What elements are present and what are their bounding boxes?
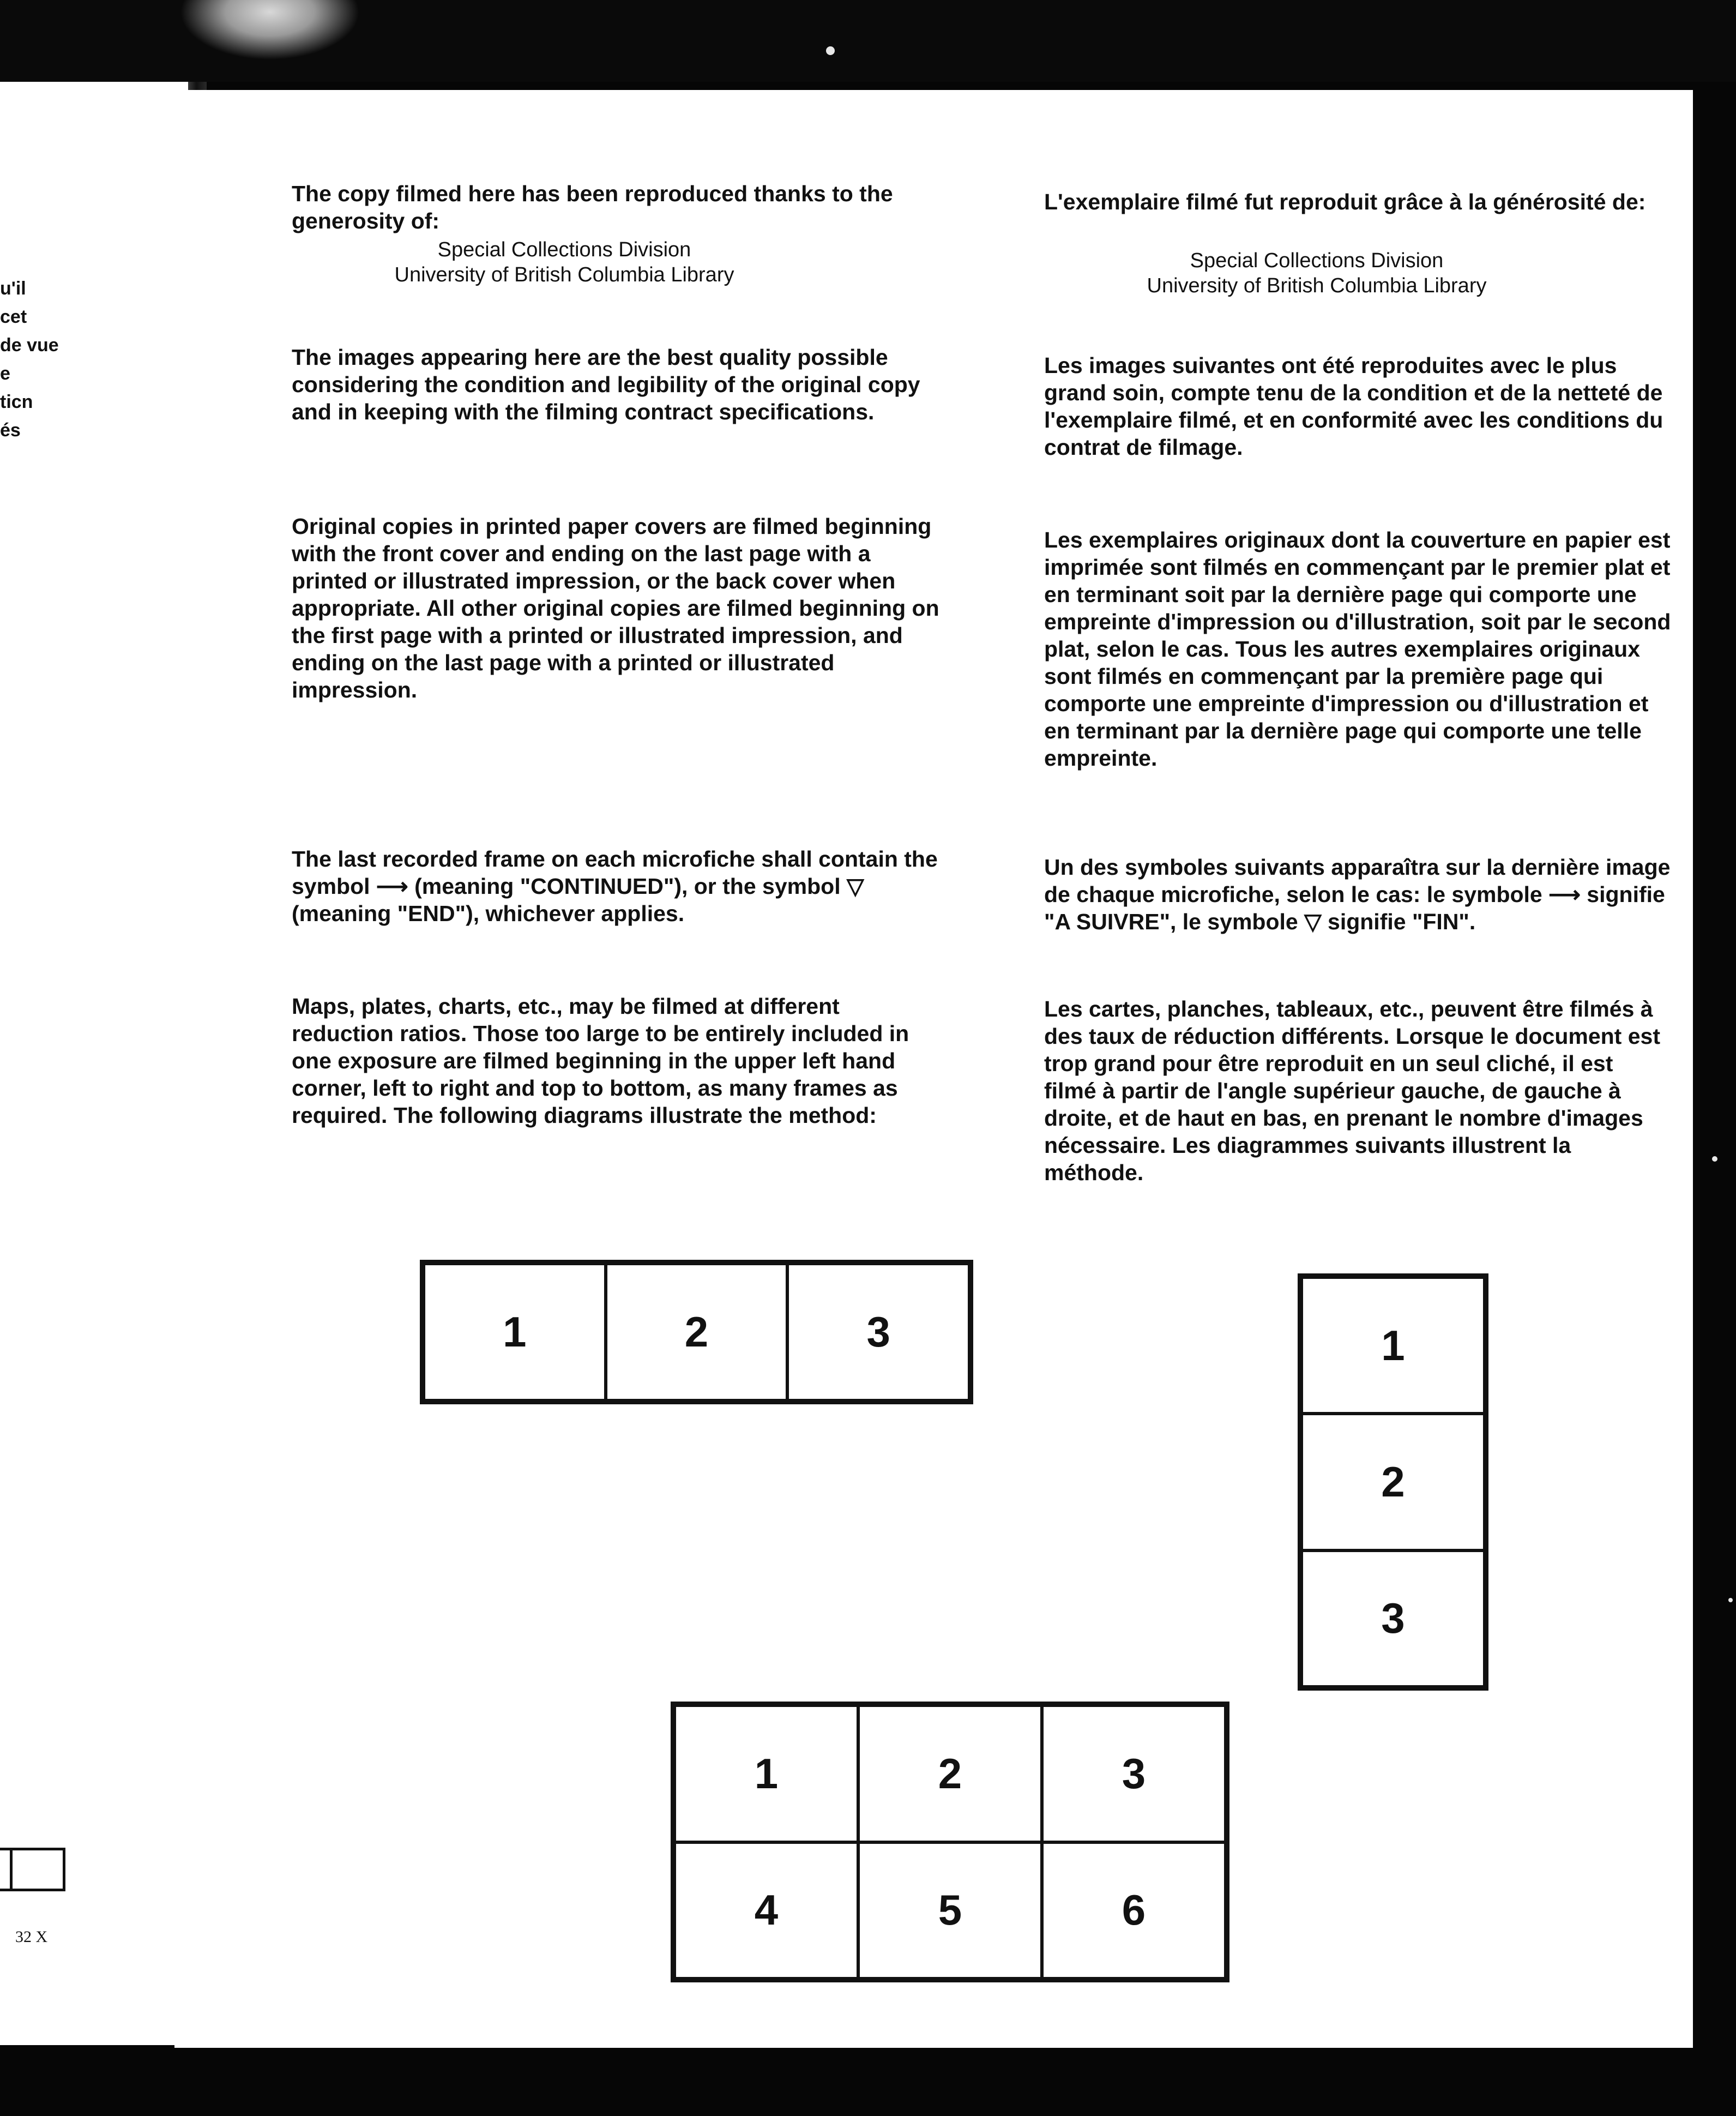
frame-cell: 3: [1301, 1550, 1485, 1687]
dust-speck: [826, 46, 835, 55]
scan-artifact: [180, 0, 360, 60]
left-page-fragment: e: [0, 363, 10, 384]
frame-cell: 2: [606, 1264, 788, 1400]
frame-cell: 1: [674, 1705, 858, 1842]
english-symbols: [292, 845, 946, 927]
french-symbols: [1044, 853, 1671, 935]
left-page-fragment: ticn: [0, 392, 33, 412]
acknowledgement-text: L'exemplaire filmé fut reproduit grâce à la générosité de:: [1044, 189, 1646, 214]
frame-cell: 4: [674, 1842, 858, 1979]
french-institution: [1044, 248, 1589, 298]
english-quality: [292, 344, 946, 425]
frame-cell: 6: [1042, 1842, 1226, 1979]
dust-speck: [1712, 1156, 1717, 1162]
french-original-copies: [1044, 526, 1671, 772]
reduction-ratio: 32 X: [15, 1928, 48, 1946]
frame-cell: 3: [787, 1264, 969, 1400]
symbols-text: Un des symboles suivants apparaîtra sur la dernière image de chaque microfiche, selon le cas: le symbole ⟶ signifie "A SUIVRE", le symbole ▽ signifie "FIN".: [1044, 855, 1671, 934]
original-copies-text: Les exemplaires originaux dont la couverture en papier est imprimée sont filmés en commençant par le premier plat et en terminant soit par la dernière page qui comporte une empreinte d'impression ou d'illustration, soit par le second plat, selon le cas. Tous les autres exemplaires originaux sont filmés en commençant par la première page qui comporte une empreinte d'impression ou d'illustration et en terminant par la dernière page qui comporte une telle empreinte.: [1044, 527, 1671, 771]
left-page-fragment: de vue: [0, 335, 59, 356]
left-page-fragment: u'il: [0, 278, 26, 299]
english-institution: [292, 237, 837, 287]
quality-text: The images appearing here are the best quality possible considering the condition and legibility of the original copy and in keeping with the filming contract specifications.: [292, 345, 920, 424]
horizontal-frame-diagram: [420, 1260, 973, 1404]
frame-cell: 2: [1301, 1414, 1485, 1550]
vertical-frame-diagram: [1298, 1273, 1488, 1691]
french-maps: [1044, 995, 1671, 1186]
frame-cell: 5: [858, 1842, 1042, 1979]
frame-cell: 1: [424, 1264, 606, 1400]
frame-cell: 2: [858, 1705, 1042, 1842]
maps-text: Les cartes, planches, tableaux, etc., peuvent être filmés à des taux de réduction différents. Lorsque le document est trop grand pour être reproduit en un seul cliché, il est filmé à partir de l'angle supérieur gauche, de gauche à droite, et de haut en bas, en prenant le nombre d'images nécessaire. Les diagrammes suivants illustrent la méthode.: [1044, 996, 1660, 1185]
english-maps: [292, 993, 946, 1129]
institution-line: Special Collections Division: [437, 238, 691, 261]
left-page-diagram: [0, 1848, 65, 1891]
adjacent-page: [0, 82, 188, 2045]
english-original-copies: [292, 513, 946, 704]
left-page-fragment: cet: [0, 306, 27, 327]
institution-line: University of British Columbia Library: [1147, 274, 1487, 297]
symbols-text: The last recorded frame on each microfiche shall contain the symbol ⟶ (meaning "CONTINUED"), or the symbol ▽ (meaning "END"), whichever applies.: [292, 846, 938, 926]
french-acknowledgement: [1044, 188, 1671, 215]
frame-cell: 3: [1042, 1705, 1226, 1842]
original-copies-text: Original copies in printed paper covers are filmed beginning with the front cover and ending on the last page with a printed or illustrated impression, or the back cover when appropriate. All other original copies are filmed beginning on the first page with a printed or illustrated impression, and ending on the last page with a printed or illustrated impression.: [292, 514, 939, 702]
left-page-fragment: és: [0, 420, 21, 441]
target-page: [174, 90, 1693, 2048]
frame-cell: 1: [1301, 1277, 1485, 1414]
institution-line: Special Collections Division: [1190, 249, 1444, 272]
quality-text: Les images suivantes ont été reproduites avec le plus grand soin, compte tenu de la condition et de la netteté de l'exemplaire filmé, et en conformité avec les conditions du contrat de filmage.: [1044, 353, 1663, 460]
acknowledgement-text: The copy filmed here has been reproduced thanks to the generosity of:: [292, 181, 893, 233]
maps-text: Maps, plates, charts, etc., may be filmed at different reduction ratios. Those too large to be entirely included in one exposure are filmed beginning in the upper left hand corner, left to right and top to bottom, as many frames as required. The following diagrams illustrate the method:: [292, 994, 909, 1128]
dust-speck: [1728, 1598, 1733, 1602]
french-quality: [1044, 352, 1671, 461]
grid-frame-diagram: [671, 1702, 1229, 1982]
institution-line: University of British Columbia Library: [394, 263, 734, 286]
english-acknowledgement: [292, 180, 946, 235]
